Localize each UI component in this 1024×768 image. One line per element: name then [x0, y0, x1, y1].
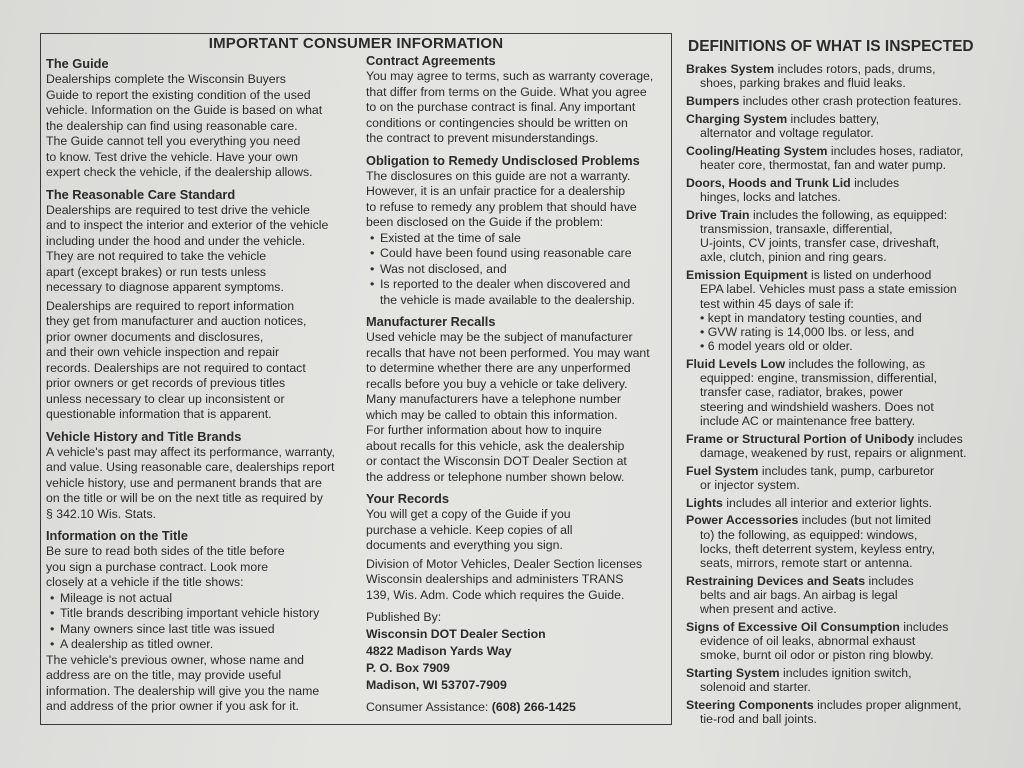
text-line: which may be called to obtain this information.: [366, 407, 618, 422]
definition-item: [686, 464, 986, 492]
definitions-list: [686, 62, 986, 727]
definition-text: includes the following, as: [785, 357, 926, 372]
definition-first-line: [686, 432, 986, 446]
definition-text-line: axle, clutch, pinion and ring gears.: [700, 250, 887, 265]
definition-text-line: damage, weakened by rust, repairs or alignment.: [700, 445, 967, 460]
definition-text: includes battery,: [787, 111, 880, 126]
definition-item: [686, 62, 986, 90]
definition-first-line: [686, 208, 986, 222]
text-line: Dealerships are required to report information: [46, 298, 295, 313]
text-line: Dealerships complete the Wisconsin Buyers: [46, 72, 286, 86]
text-line: The vehicle's previous owner, whose name and: [46, 652, 304, 667]
text-line: The disclosures on this guide are not a warranty.: [366, 168, 631, 183]
definition-text: includes proper alignment,: [813, 698, 962, 713]
text-line: that differ from terms on the Guide. What you agree: [366, 84, 647, 99]
definition-first-line: [686, 496, 986, 510]
definition-item: [686, 496, 986, 510]
text-line: 139, Wis. Adm. Code which requires the Guide.: [366, 587, 625, 602]
definition-text: includes (but not limited: [798, 513, 931, 528]
text-line: vehicle. Information on the Guide is based on what: [46, 103, 323, 117]
definition-text-line: evidence of oil leaks, abnormal exhaust: [700, 634, 916, 649]
definition-first-line: [686, 268, 986, 282]
definition-first-line: [686, 94, 986, 108]
text-line: the contract to prevent misunderstandings.: [366, 131, 599, 145]
text-line: information. The dealership will give you the name: [46, 683, 320, 698]
definition-item: [686, 112, 986, 140]
definition-text-line: transmission, transaxle, differential,: [700, 222, 893, 236]
definition-term: Starting System: [686, 666, 780, 681]
publisher-pobox: P. O. Box 7909: [366, 661, 450, 675]
bullet-item: • Was not disclosed, and: [366, 262, 668, 278]
definition-first-line: [686, 144, 986, 158]
text-line: been disclosed on the Guide if the problem:: [366, 215, 604, 229]
bullet-item: • Title brands describing important vehicle history: [46, 606, 348, 622]
text-line: They are not required to take the vehicle: [46, 249, 267, 263]
text-line: recalls that have not been performed. You may want: [366, 345, 650, 360]
text-line: documents and everything you sign.: [366, 538, 563, 552]
definition-text-line: • kept in mandatory testing counties, and: [700, 310, 922, 325]
definition-text: includes the following, as equipped:: [749, 207, 948, 222]
consumer-info-column-left: [46, 56, 348, 715]
definitions-column: [686, 38, 986, 730]
definition-text-line: smoke, burnt oil odor or piston ring blowby.: [700, 648, 934, 663]
definition-item: [686, 94, 986, 108]
section-heading-obligation: Obligation to Remedy Undisclosed Problems: [366, 152, 640, 168]
definition-text-line: include AC or maintenance free battery.: [700, 413, 916, 428]
text-line: recalls before you buy a vehicle or take delivery.: [366, 376, 628, 391]
text-line: the dealership can find using reasonable care.: [46, 118, 298, 133]
text-line: Dealerships are required to test drive the vehicle: [46, 202, 310, 217]
definitions-title: DEFINITIONS OF WHAT IS INSPECTED: [688, 38, 974, 55]
definition-text-line: or injector system.: [700, 477, 800, 492]
definition-item: [686, 357, 986, 428]
text-line: Used vehicle may be the subject of manufacturer: [366, 330, 633, 344]
definition-text: includes: [899, 620, 949, 635]
definition-text-line: tie-rod and ball joints.: [700, 712, 817, 727]
definition-first-line: [686, 574, 986, 588]
consumer-info-title: IMPORTANT CONSUMER INFORMATION: [208, 35, 504, 52]
definition-text-line: when present and active.: [700, 602, 837, 617]
text-line: expert check the vehicle, if the dealership allows.: [46, 165, 313, 179]
definition-term: Fuel System: [686, 463, 759, 478]
text-line: and their own vehicle inspection and repair: [46, 345, 280, 359]
definition-item: [686, 698, 986, 726]
consumer-assistance-label: Consumer Assistance:: [366, 700, 489, 714]
text-line: conditions or contingencies should be written on: [366, 115, 628, 130]
definition-text-line: solenoid and starter.: [700, 680, 811, 695]
text-line: to refuse to remedy any problem that should have: [366, 199, 637, 214]
definition-term: Bumpers: [686, 94, 740, 108]
text-line: to determine whether there are any unperformed: [366, 361, 631, 375]
consumer-assistance-phone: (608) 266-1425: [491, 700, 576, 714]
text-line: necessary to diagnose apparent symptoms.: [46, 280, 284, 294]
text-line: about recalls for this vehicle, ask the dealership: [366, 438, 625, 453]
text-line: or contact the Wisconsin DOT Dealer Section at: [366, 454, 627, 468]
definition-first-line: [686, 112, 986, 126]
definition-text: includes hoses, radiator,: [827, 143, 964, 158]
text-line: purchase a vehicle. Keep copies of all: [366, 522, 573, 537]
definition-first-line: [686, 464, 986, 478]
definition-term: Frame or Structural Portion of Unibody: [686, 431, 915, 446]
definition-item: [686, 432, 986, 460]
section-body-title-info-owner: [46, 653, 348, 715]
section-heading-the-guide: The Guide: [46, 56, 109, 71]
definition-text-line: seats, mirrors, remote start or antenna.: [700, 556, 913, 571]
definition-term: Emission Equipment: [686, 268, 808, 283]
text-line: vehicle history, use and permanent brands that are: [46, 475, 322, 490]
definition-text-line: U-joints, CV joints, transfer case, driveshaft,: [700, 236, 940, 251]
definition-text: is listed on underhood: [807, 268, 932, 283]
obligation-conditions-list: [366, 231, 668, 293]
definition-text: includes: [865, 573, 914, 588]
section-heading-title-info: Information on the Title: [46, 528, 188, 543]
section-heading-records: Your Records: [366, 491, 449, 506]
bullet-item: • Existed at the time of sale: [366, 231, 668, 247]
text-line: and to inspect the interior and exterior of the vehicle: [46, 218, 329, 232]
definition-text-line: equipped: engine, transmission, differential,: [700, 371, 937, 386]
text-line: However, it is an unfair practice for a dealership: [366, 184, 626, 198]
section-body-recalls: [366, 330, 668, 485]
definition-text-line: belts and air bags. An airbag is legal: [700, 588, 898, 603]
definition-item: [686, 144, 986, 172]
text-line: You will get a copy of the Guide if you: [366, 507, 571, 521]
definition-item: [686, 268, 986, 353]
definition-item: [686, 666, 986, 694]
section-heading-vehicle-history: Vehicle History and Title Brands: [46, 428, 242, 444]
bullet-item: • Many owners since last title was issued: [46, 622, 348, 638]
definition-item: [686, 620, 986, 663]
published-by-block: [366, 609, 668, 716]
section-heading-recalls: Manufacturer Recalls: [366, 314, 496, 329]
definition-text: includes: [850, 175, 900, 190]
section-body-records: [366, 507, 668, 554]
bullet-item: • Could have been found using reasonable care: [366, 246, 668, 262]
definition-text-line: shoes, parking brakes and fluid leaks.: [700, 76, 906, 91]
definition-term: Drive Train: [686, 207, 750, 222]
definition-text: includes tank, pump, carburetor: [758, 463, 935, 478]
definition-text: includes other crash protection features.: [739, 94, 962, 108]
obligation-bullet-continuation: the vehicle is made available to the dealership.: [380, 292, 635, 307]
definition-text-line: • GVW rating is 14,000 lbs. or less, and: [700, 325, 915, 340]
consumer-info-box: [40, 33, 672, 725]
text-line: Division of Motor Vehicles, Dealer Section licenses: [366, 556, 643, 571]
published-by-label: Published By:: [366, 610, 442, 624]
definition-text-line: heater core, thermostat, fan and water pump.: [700, 158, 947, 172]
definition-term: Doors, Hoods and Trunk Lid: [686, 175, 851, 190]
section-heading-reasonable-care: The Reasonable Care Standard: [46, 186, 236, 202]
text-line: Many manufacturers have a telephone number: [366, 392, 621, 406]
title-warning-list: [46, 591, 348, 653]
publisher-name: Wisconsin DOT Dealer Section: [366, 627, 546, 641]
text-line: they get from manufacturer and auction notices,: [46, 314, 307, 328]
text-line: on the title or will be on the next title as required by: [46, 491, 323, 505]
definition-text: includes: [914, 431, 963, 446]
section-body-reasonable-care-reporting: [46, 299, 348, 423]
text-line: A vehicle's past may affect its performance, warranty,: [46, 444, 335, 459]
definition-text-line: • 6 model years old or older.: [700, 339, 853, 354]
definition-item: [686, 513, 986, 570]
definition-text-line: locks, theft deterrent system, keyless entry,: [700, 541, 935, 556]
text-line: prior owner documents and disclosures,: [46, 329, 264, 344]
section-heading-contract: Contract Agreements: [366, 53, 496, 68]
definition-term: Fluid Levels Low: [686, 357, 786, 372]
definition-term: Brakes System: [686, 62, 775, 76]
definition-first-line: [686, 666, 986, 680]
definition-text-line: transfer case, radiator, brakes, power: [700, 385, 903, 400]
definition-term: Power Accessories: [686, 513, 799, 528]
section-body-title-info: [46, 544, 348, 591]
definition-term: Steering Components: [686, 698, 814, 713]
definition-term: Lights: [686, 495, 723, 510]
text-line: closely at a vehicle if the title shows:: [46, 575, 244, 589]
text-line: § 342.10 Wis. Stats.: [46, 506, 157, 521]
definition-text-line: EPA label. Vehicles must pass a state emission: [700, 282, 957, 297]
section-body-contract: [366, 69, 668, 147]
text-line: Wisconsin dealerships and administers TRANS: [366, 572, 624, 586]
text-line: to on the purchase contract is final. Any important: [366, 100, 636, 114]
bullet-item: • Is reported to the dealer when discovered and: [366, 277, 668, 293]
definition-text: includes all interior and exterior lights.: [722, 495, 933, 510]
definition-item: [686, 176, 986, 204]
definition-item: [686, 208, 986, 265]
section-body-reasonable-care: [46, 203, 348, 296]
definition-term: Cooling/Heating System: [686, 143, 828, 158]
definition-term: Signs of Excessive Oil Consumption: [686, 620, 900, 635]
text-line: records. Dealerships are not required to contact: [46, 360, 306, 375]
definition-text: includes rotors, pads, drums,: [774, 62, 936, 76]
definition-text: includes ignition switch,: [779, 666, 912, 681]
definition-first-line: [686, 62, 986, 76]
definition-term: Charging System: [686, 111, 788, 126]
text-line: to know. Test drive the vehicle. Have your own: [46, 149, 298, 164]
text-line: including under the hood and under the vehicle.: [46, 233, 306, 248]
definition-term: Restraining Devices and Seats: [686, 573, 866, 588]
text-line: address are on the title, may provide useful: [46, 668, 282, 682]
text-line: the address or telephone number shown below.: [366, 469, 625, 484]
publisher-city: Madison, WI 53707-7909: [366, 678, 507, 692]
text-line: For further information about how to inquire: [366, 423, 602, 437]
text-line: unless necessary to clear up inconsistent or: [46, 391, 285, 406]
definition-first-line: [686, 620, 986, 634]
definition-first-line: [686, 357, 986, 371]
definition-first-line: [686, 176, 986, 190]
bullet-item: • Mileage is not actual: [46, 591, 348, 607]
section-body-obligation: [366, 169, 668, 231]
section-body-the-guide: [46, 72, 348, 181]
definition-text-line: to) the following, as equipped: windows,: [700, 527, 918, 542]
section-body-dmv-note: [366, 557, 668, 604]
definition-text-line: alternator and voltage regulator.: [700, 126, 874, 140]
section-body-vehicle-history: [46, 445, 348, 523]
publisher-street: 4822 Madison Yards Way: [366, 644, 512, 658]
text-line: and value. Using reasonable care, dealerships report: [46, 460, 335, 474]
definition-text-line: hinges, locks and latches.: [700, 190, 841, 204]
text-line: questionable information that is apparent.: [46, 407, 272, 421]
text-line: Guide to report the existing condition of the used: [46, 87, 311, 102]
definition-text-line: steering and windshield washers. Does not: [700, 399, 934, 414]
text-line: Be sure to read both sides of the title before: [46, 544, 285, 558]
text-line: you sign a purchase contract. Look more: [46, 559, 269, 574]
consumer-assistance-line: [366, 699, 668, 716]
consumer-info-column-right: [366, 53, 668, 716]
definition-first-line: [686, 513, 986, 527]
text-line: apart (except brakes) or run tests unless: [46, 264, 267, 279]
definition-item: [686, 574, 986, 617]
definition-first-line: [686, 698, 986, 712]
text-line: You may agree to terms, such as warranty coverage,: [366, 69, 654, 83]
text-line: and address of the prior owner if you ask for it.: [46, 699, 299, 713]
bullet-item: • A dealership as titled owner.: [46, 637, 348, 653]
text-line: The Guide cannot tell you everything you need: [46, 134, 301, 148]
text-line: prior owners or get records of previous titles: [46, 376, 286, 390]
definition-text-line: test within 45 days of sale if:: [700, 296, 854, 311]
